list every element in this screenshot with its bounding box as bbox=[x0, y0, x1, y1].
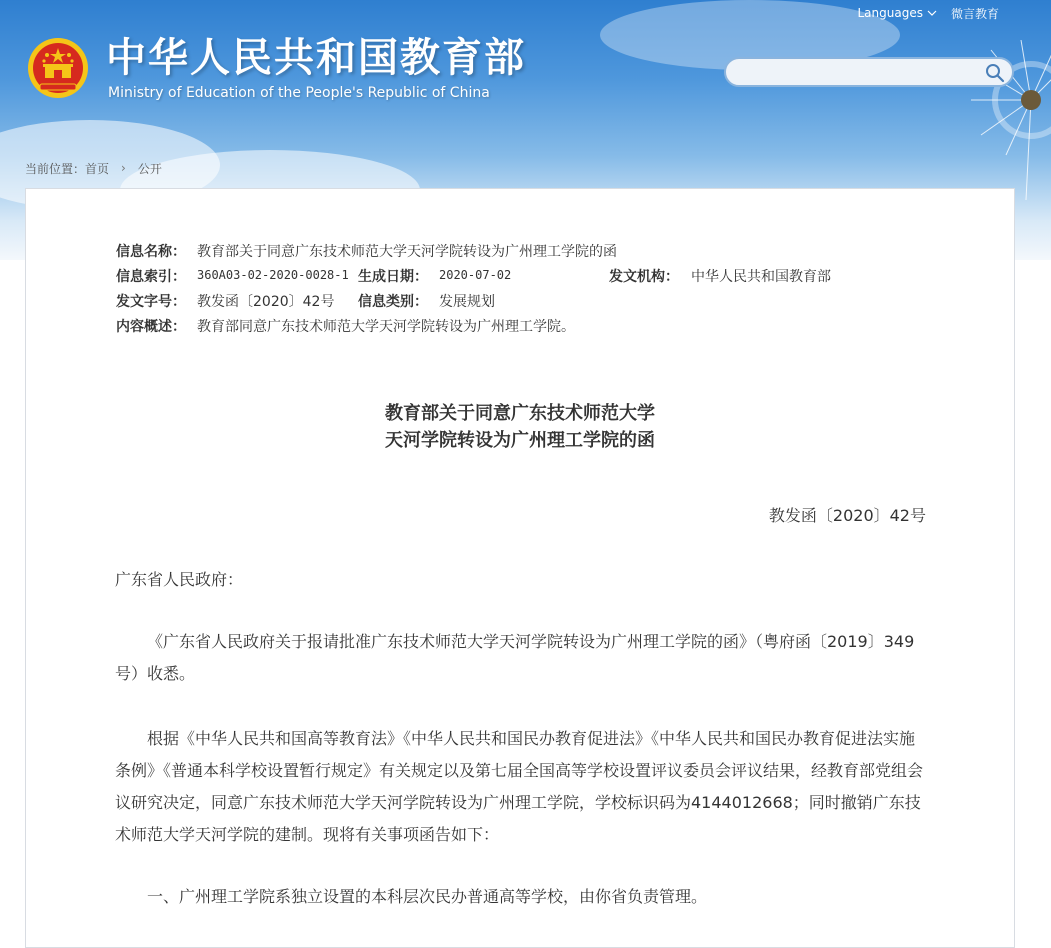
meta-index-label: 信息索引： bbox=[116, 269, 186, 285]
meta-org-label: 发文机构： bbox=[609, 269, 679, 285]
meta-name-value: 教育部关于同意广东技术师范大学天河学院转设为广州理工学院的函 bbox=[197, 244, 617, 260]
paragraph: 一、广州理工学院系独立设置的本科层次民办普通高等学校，由你省负责管理。 bbox=[147, 887, 708, 906]
meta-summary-label: 内容概述： bbox=[116, 319, 186, 335]
site-subtitle: Ministry of Education of the People's Republic of China bbox=[108, 85, 490, 101]
meta-name-label: 信息名称： bbox=[116, 244, 186, 260]
breadcrumb-home-link[interactable]: 首页 bbox=[85, 161, 110, 176]
meta-index-value: 360A03-02-2020-0028-1 bbox=[197, 268, 349, 282]
weibo-link[interactable]: 微言教育 bbox=[950, 6, 999, 21]
meta-category-value: 发展规划 bbox=[439, 294, 495, 310]
meta-org-value: 中华人民共和国教育部 bbox=[691, 269, 831, 285]
search-box bbox=[724, 57, 1014, 87]
meta-docno-label: 发文字号： bbox=[116, 294, 186, 310]
document-salutation: 广东省人民政府： bbox=[115, 570, 244, 589]
site-title: 中华人民共和国教育部 bbox=[106, 35, 526, 81]
paragraph: 《广东省人民政府关于报请批准广东技术师范大学天河学院转设为广州理工学院的函》（粤府函〔2019〕349号）收悉。 bbox=[115, 632, 915, 683]
document-number: 教发函〔2020〕42号 bbox=[768, 506, 926, 525]
breadcrumb bbox=[25, 159, 162, 177]
languages-dropdown[interactable] bbox=[858, 6, 937, 20]
paragraph: 根据《中华人民共和国高等教育法》《中华人民共和国民办教育促进法》《中华人民共和国民办教育促进法实施条例》《普通本科学校设置暂行规定》有关规定以及第七届全国高等学校设置评议委员会评议结果，经教育部党组会议研究决定，同意广东技术师范大学天河学院转设为广州理工学院，学校标识码为4144012668；同时撤销广东技术师范大学天河学院的建制。现将有关事项函告如下： bbox=[115, 729, 924, 844]
meta-date-value: 2020-07-02 bbox=[439, 268, 512, 282]
meta-category-label: 信息类别： bbox=[358, 294, 428, 310]
chevron-right-icon: › bbox=[121, 161, 126, 175]
article-container bbox=[25, 188, 1015, 948]
meta-summary-value: 教育部同意广东技术师范大学天河学院转设为广州理工学院。 bbox=[197, 319, 575, 335]
meta-docno-value: 教发函〔2020〕42号 bbox=[197, 294, 335, 310]
top-links bbox=[858, 4, 1000, 22]
breadcrumb-prefix: 当前位置： bbox=[25, 161, 86, 176]
search-icon[interactable] bbox=[985, 63, 1005, 83]
languages-label: Languages bbox=[857, 6, 923, 20]
chevron-down-icon bbox=[927, 8, 937, 18]
national-emblem-icon bbox=[26, 36, 90, 100]
document-title bbox=[26, 400, 1014, 454]
meta-date-label: 生成日期： bbox=[358, 269, 428, 285]
breadcrumb-public-link[interactable]: 公开 bbox=[137, 161, 162, 176]
document-title-line1: 教育部关于同意广东技术师范大学 bbox=[385, 403, 655, 424]
search-input[interactable] bbox=[738, 63, 982, 85]
document-title-line2: 天河学院转设为广州理工学院的函 bbox=[385, 430, 655, 451]
